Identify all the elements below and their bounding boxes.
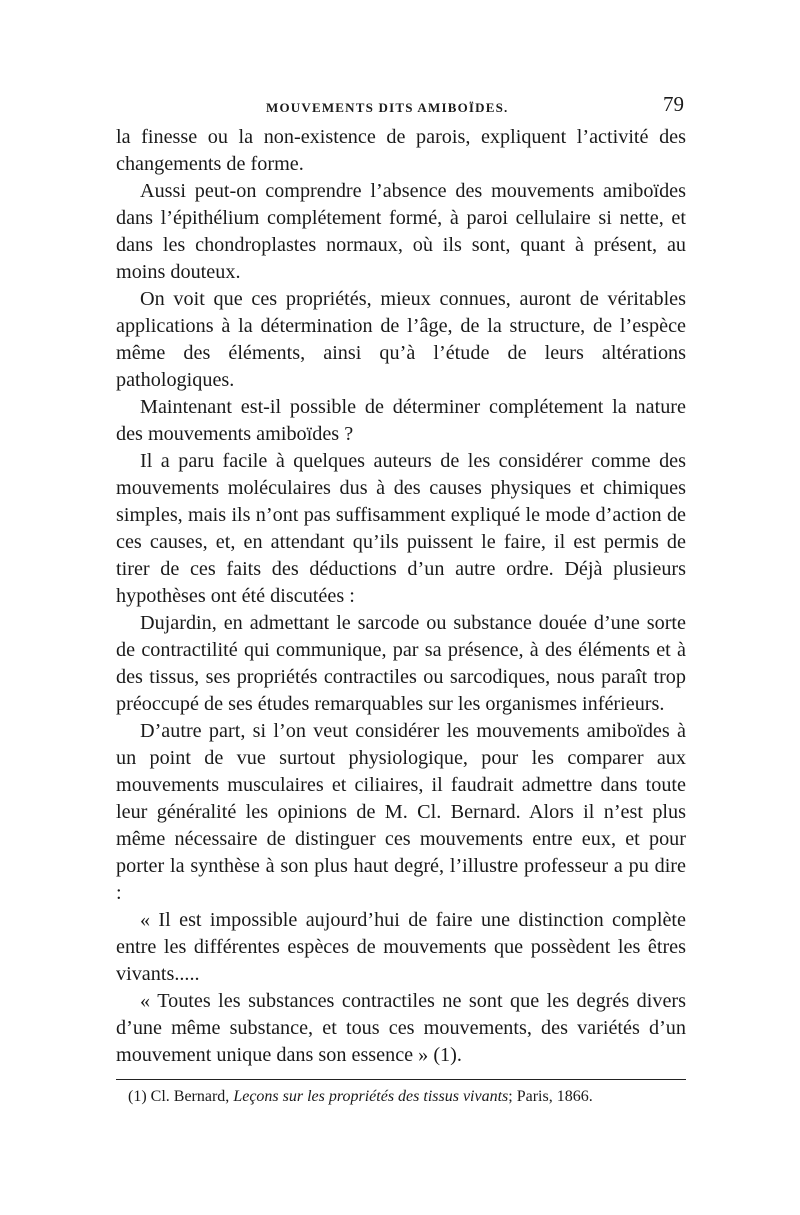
page-number: 79 [663,92,684,116]
paragraph: Dujardin, en admettant le sarcode ou substance douée d’une sorte de contractilité qui communique, par sa présence, à des éléments et à des tissus, ses propriétés contractiles ou sarcodiques, nous paraît trop préoccupé de ses études remarquables sur les organismes inférieurs. [116,612,686,715]
paragraph: D’autre part, si l’on veut considérer les mouvements amiboïdes à un point de vue surtout physiologique, pour les comparer aux mouvements musculaires et ciliaires, il faudrait admettre dans toute leur généralité les opinions de M. Cl. Bernard. Alors il n’est plus même nécessaire de distinguer ces mouvements entre eux, et pour porter la synthèse à son plus haut degré, l’illustre professeur a pu dire : [116,720,686,904]
paragraph: On voit que ces propriétés, mieux connues, auront de véritables applications à la détermination de l’âge, de la structure, de l’espèce même des éléments, ainsi qu’à l’étude de leurs altérations pathologiques. [116,288,686,391]
footnote-marker: (1) Cl. Bernard, [128,1088,230,1105]
body-text [116,124,686,1069]
paragraph: « Toutes les substances contractiles ne sont que les degrés divers d’une même substance, et tous ces mouvements, des variétés d’un mouvement unique dans son essence » (1). [116,990,686,1066]
page-header [116,92,686,124]
paragraph: Maintenant est-il possible de déterminer complétement la nature des mouvements amiboïdes ? [116,396,686,445]
footnote [116,1088,686,1106]
footnote-rest: ; Paris, 1866. [508,1088,593,1105]
footnote-title: Leçons sur les propriétés des tissus vivants [233,1088,509,1105]
paragraph: la finesse ou la non-existence de parois, expliquent l’activité des changements de forme. [116,126,686,175]
paragraph: « Il est impossible aujourd’hui de faire une distinction complète entre les différentes espèces de mouvements que possèdent les êtres vivants..... [116,909,686,985]
book-page [116,92,686,1106]
footnote-rule [116,1079,686,1080]
paragraph: Aussi peut-on comprendre l’absence des mouvements amiboïdes dans l’épithélium complétement formé, à paroi cellulaire si nette, et dans les chondroplastes normaux, où ils sont, quant à présent, au moins douteux. [116,180,686,283]
paragraph: Il a paru facile à quelques auteurs de les considérer comme des mouvements moléculaires dus à des causes physiques et chimiques simples, mais ils n’ont pas suffisamment expliqué le mode d’action de ces causes, et, en attendant qu’ils puissent le faire, il est permis de tirer de ces faits des déductions d’un autre ordre. Déjà plusieurs hypothèses ont été discutées : [116,450,686,607]
running-title: MOUVEMENTS DITS AMIBOÏDES. [266,100,509,115]
